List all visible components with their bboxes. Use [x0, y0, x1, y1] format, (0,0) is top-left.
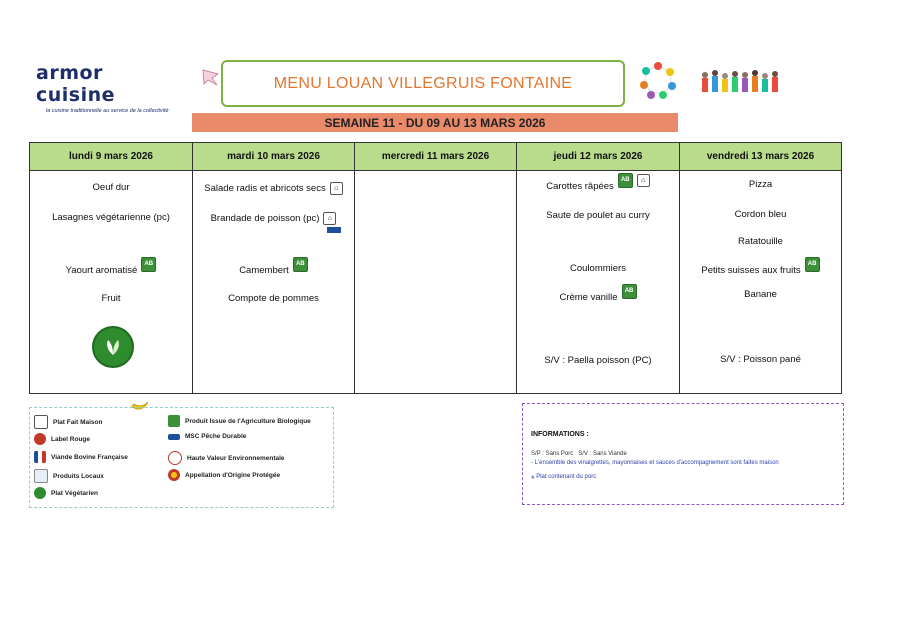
menu-item: Fruit	[101, 293, 121, 304]
bio-icon	[168, 415, 180, 427]
menu-item: Brandade de poisson (pc) ⌂	[193, 212, 354, 236]
homemade-icon: ⌂	[330, 182, 343, 195]
info-title: INFORMATIONS :	[531, 431, 589, 438]
french-beef-icon	[34, 451, 46, 463]
info-line: * Plat contenant du porc	[531, 474, 597, 484]
star-decoration-icon	[200, 66, 222, 88]
legend-item: Plat Fait Maison	[34, 415, 102, 429]
legend-box	[29, 407, 334, 508]
info-note: - L'ensemble des vinaigrettes, mayonnaises et sauces d'accompagnement sont faites maison	[531, 460, 779, 466]
legend-item: Viande Bovine Française	[34, 451, 128, 463]
homemade-icon: ⌂	[637, 174, 650, 187]
msc-icon	[327, 227, 341, 233]
day-column-wednesday	[355, 143, 517, 393]
day-header: mercredi 11 mars 2026	[355, 143, 516, 171]
menu-title: MENU LOUAN VILLEGRUIS FONTAINE	[273, 74, 573, 92]
local-products-icon	[34, 469, 48, 483]
legend-item: Appellation d'Origine Protégée	[168, 469, 280, 481]
children-circle-icon	[639, 60, 677, 100]
menu-item: Lasagnes végétarienne (pc)	[52, 212, 170, 223]
hve-icon	[168, 451, 182, 465]
vegetarian-icon	[92, 326, 134, 368]
bio-icon: AB	[618, 173, 633, 188]
legend-item: Haute Valeur Environnementale	[168, 451, 285, 465]
menu-grid	[29, 142, 842, 394]
homemade-icon	[34, 415, 48, 429]
menu-title-box	[221, 60, 625, 107]
brand-tagline: la cuisine traditionnelle au service de la collectivité	[46, 108, 169, 114]
msc-icon	[168, 434, 180, 440]
menu-item: Banane	[744, 289, 777, 300]
legend-item: Produits Locaux	[34, 469, 104, 483]
menu-item: S/V : Paella poisson (PC)	[544, 355, 652, 366]
legend-item: Produit Issue de l'Agriculture Biologique	[168, 415, 311, 427]
bio-icon: AB	[293, 257, 308, 272]
info-box	[522, 403, 844, 505]
day-column-friday	[680, 143, 841, 393]
menu-item: Oeuf dur	[92, 182, 130, 193]
menu-item: Yaourt aromatiséAB	[30, 263, 192, 278]
menu-item: Pizza	[748, 179, 773, 190]
week-banner	[192, 113, 678, 132]
menu-item: CamembertAB	[193, 263, 354, 278]
day-column-thursday	[517, 143, 680, 393]
week-label: SEMAINE 11 - DU 09 AU 13 MARS 2026	[324, 115, 546, 130]
brand-name: armor cuisine	[36, 62, 116, 106]
day-header: vendredi 13 mars 2026	[680, 143, 841, 171]
menu-item: Compote de pommes	[228, 293, 319, 304]
aop-icon	[168, 469, 180, 481]
children-group-icon	[700, 66, 786, 98]
menu-item: Ratatouille	[738, 236, 783, 247]
bio-icon: AB	[805, 257, 820, 272]
bio-icon: AB	[141, 257, 156, 272]
menu-item: S/V : Poisson pané	[720, 354, 801, 365]
menu-item: Saute de poulet au curry	[546, 210, 650, 221]
day-header: jeudi 12 mars 2026	[517, 143, 679, 171]
label-rouge-icon	[34, 433, 46, 445]
menu-item: Petits suisses aux fruitsAB	[680, 263, 841, 278]
menu-item: Carottes râpéesAB ⌂	[517, 179, 679, 194]
day-header: mardi 10 mars 2026	[193, 143, 354, 171]
menu-item: Cordon bleu	[734, 209, 787, 220]
vegetarian-icon	[34, 487, 46, 499]
legend-item: Label Rouge	[34, 433, 90, 445]
day-column-monday	[30, 143, 193, 393]
brand-logo	[36, 62, 186, 114]
menu-item: Salade radis et abricots secs ⌂	[193, 182, 354, 195]
menu-item: Crème vanilleAB	[517, 290, 679, 305]
homemade-icon: ⌂	[323, 212, 336, 225]
legend-item: Plat Végétarien	[34, 487, 98, 499]
legend-item: MSC Pêche Durable	[168, 433, 246, 440]
bio-icon: AB	[622, 284, 637, 299]
day-header: lundi 9 mars 2026	[30, 143, 192, 171]
menu-item: Coulommiers	[570, 263, 626, 274]
info-line: S/P : Sans Porc S/V : Sans Viande	[531, 451, 627, 457]
day-column-tuesday	[193, 143, 355, 393]
